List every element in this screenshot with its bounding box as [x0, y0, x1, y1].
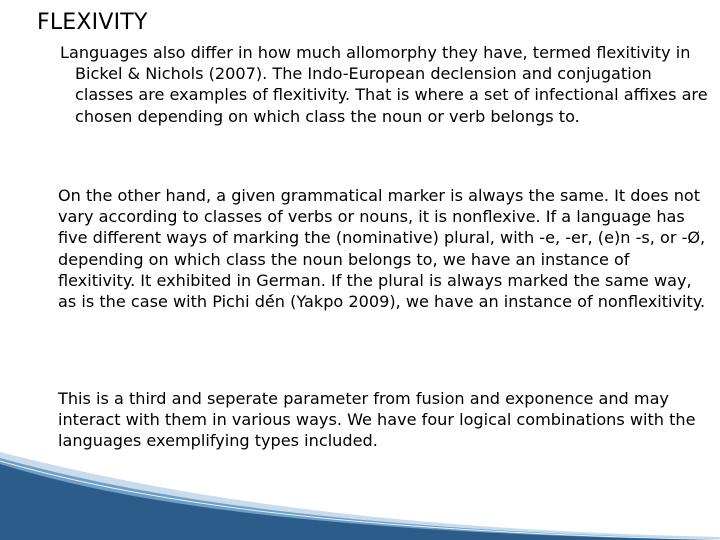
paragraph-flexitivity-definition: Languages also differ in how much allomorphy they have, termed flexitivity in Bickel & Nichols (2007). The Indo-European declension and conjugation classes are examples of flexitivity. That is where a set of infectional affixes are chosen depending on which class the noun or verb belongs to. — [60, 43, 708, 126]
paragraph-nonflexive-example: On the other hand, a given grammatical marker is always the same. It does not vary according to classes of verbs or nouns, it is nonflexive. If a language has five different ways of marking the (nominative) plural, with -e, -er, (e)n -s, or -Ø, depending on which class the noun belongs to, we have an instance of flexitivity. It exhibited in German. If the plural is always marked the same way, as is the case with Pichi dė́n (Yakpo 2009), we have an instance of nonflexitivity. — [58, 186, 706, 312]
swoosh-dark-band — [0, 464, 720, 540]
slide-title: FLEXIVITY — [37, 10, 148, 35]
blue-swoosh-graphic — [0, 440, 720, 540]
paragraph-parameter-combinations: This is a third and seperate parameter from fusion and exponence and may interact with them in various ways. We have four logical combinations with the languages exemplifying types included. — [58, 389, 696, 451]
